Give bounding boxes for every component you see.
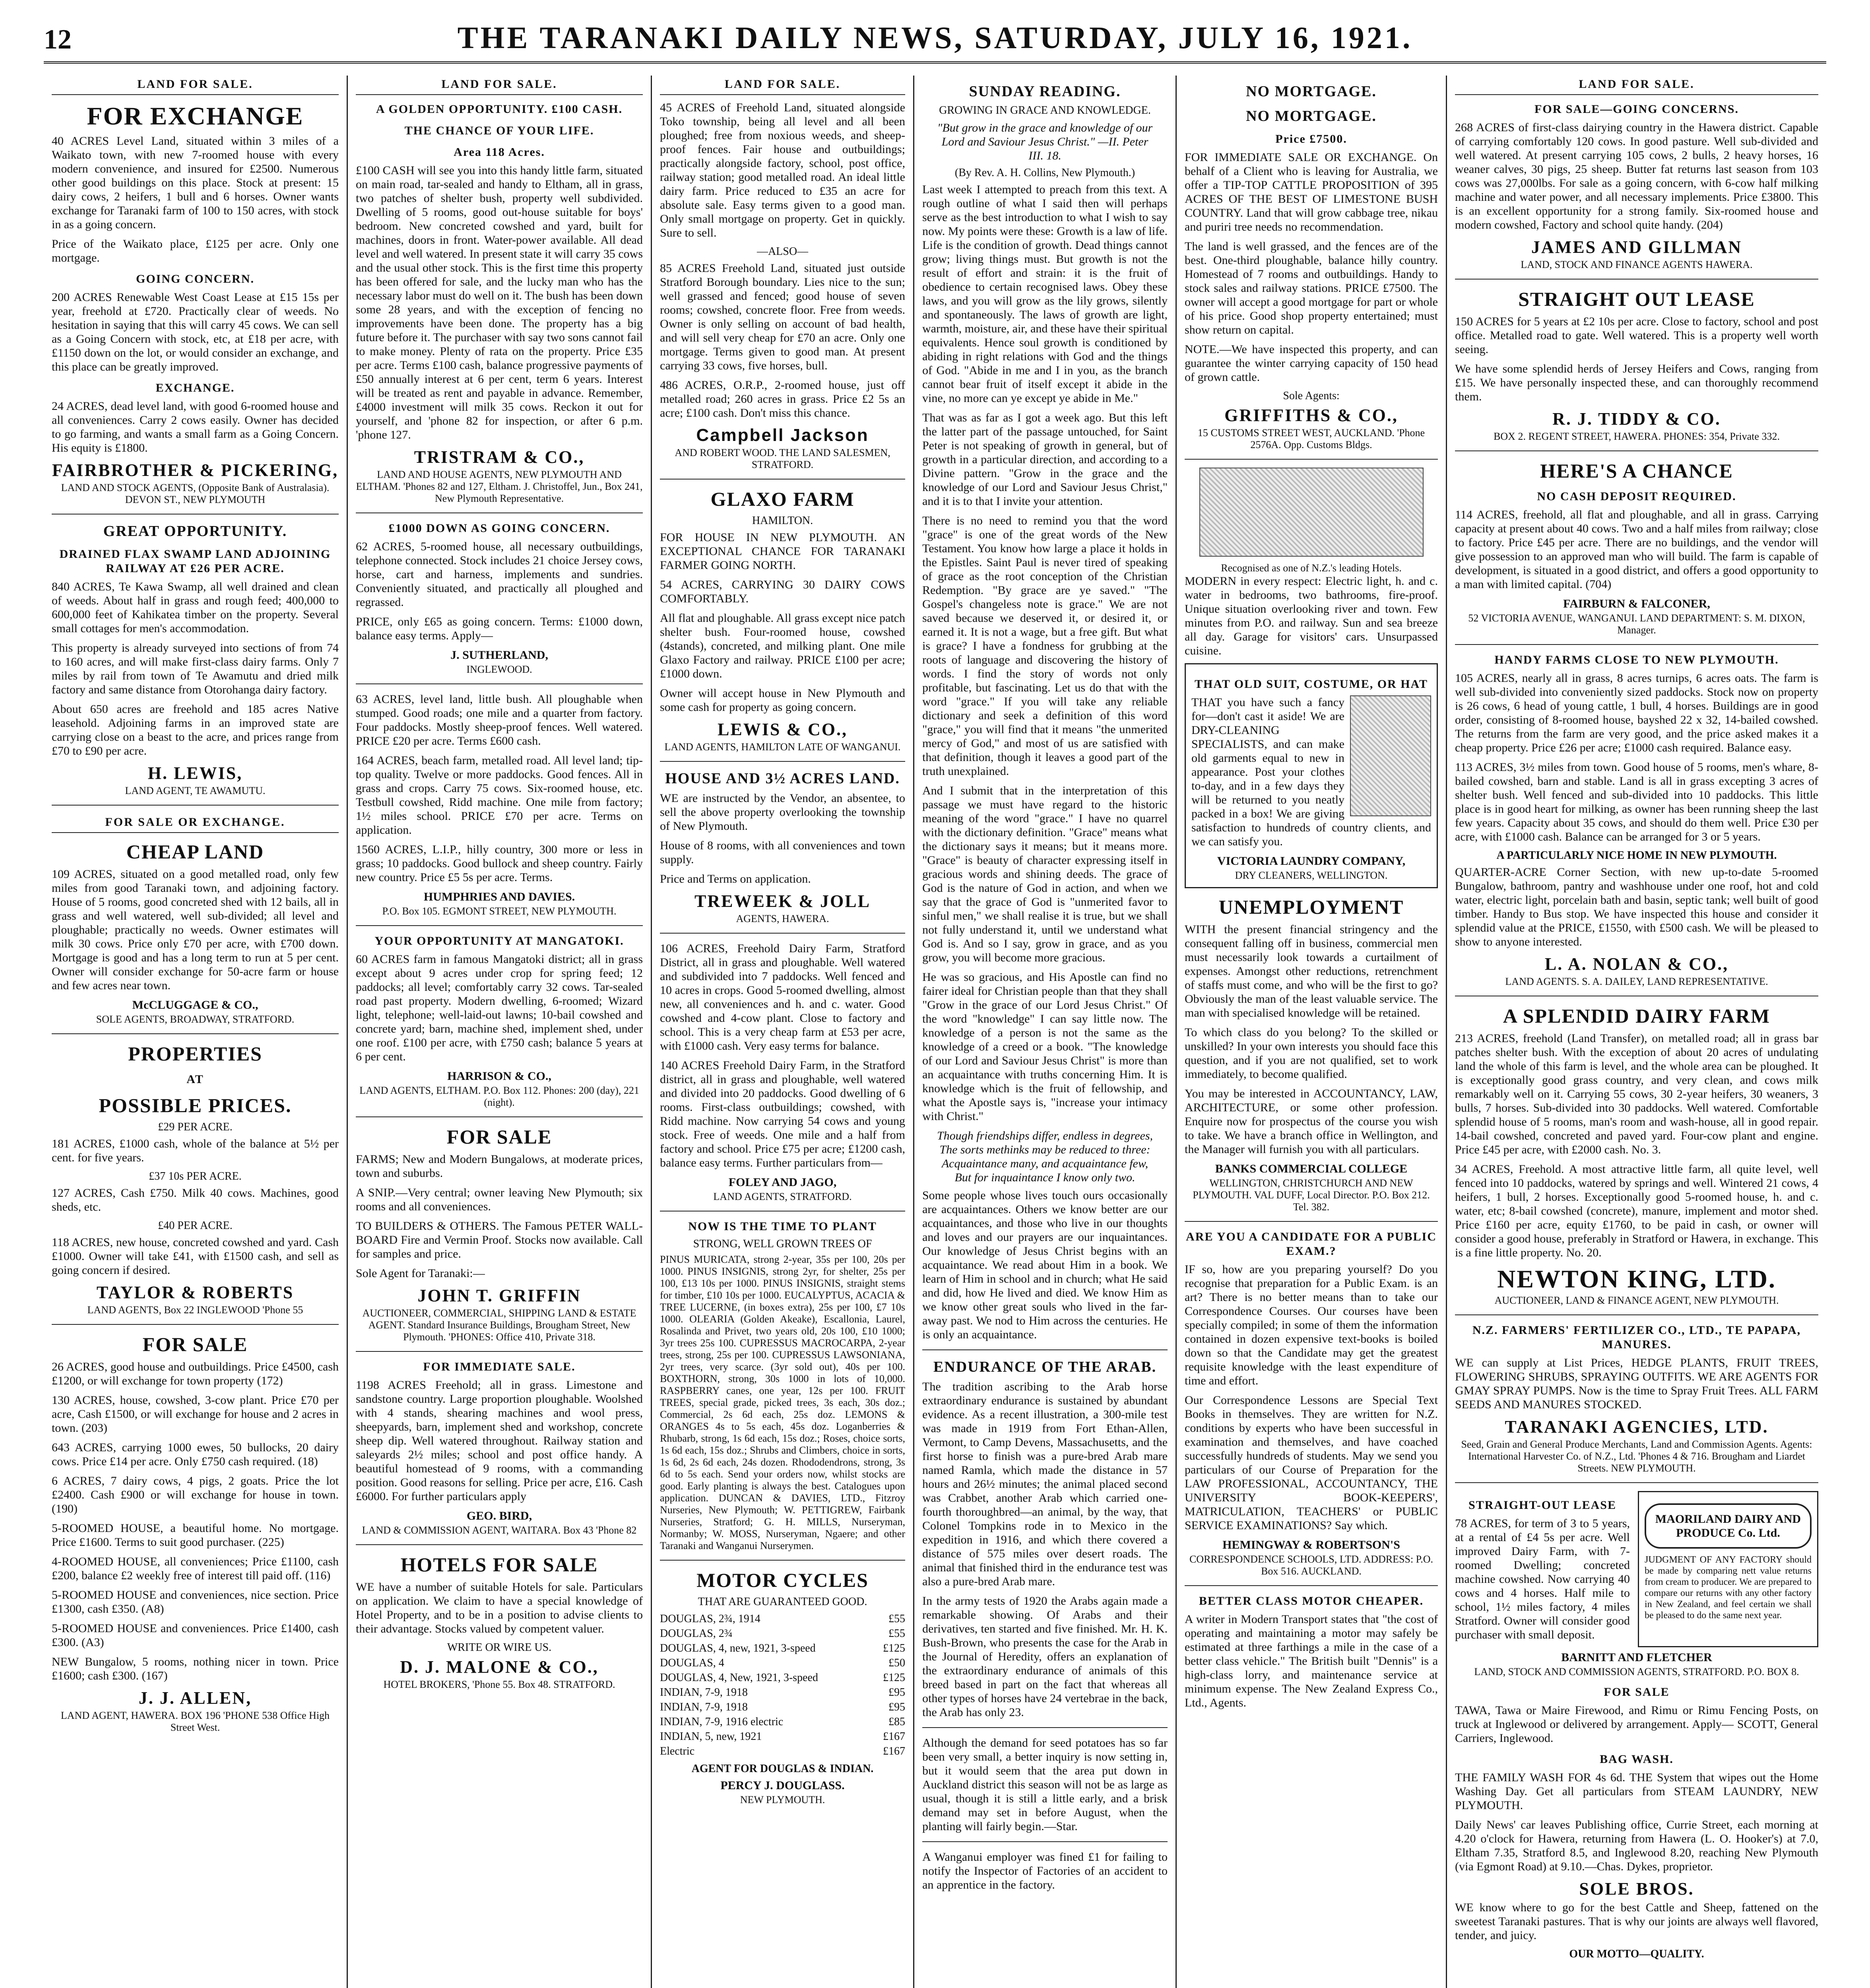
agent-name: FAIRBURN & FALCONER,	[1563, 597, 1710, 610]
article-heading: ENDURANCE OF THE ARAB.	[933, 1359, 1157, 1375]
hotel-caption: Recognised as one of N.Z.'s leading Hotels.	[1221, 562, 1402, 574]
price-cell: £85	[888, 1716, 905, 1728]
ad-heading: HOTELS FOR SALE	[400, 1553, 598, 1576]
price-cell: INDIAN, 7-9, 1918	[660, 1686, 748, 1699]
motorcycle-price-list	[660, 1611, 905, 1759]
article-text: There is no need to remind you that the word "grace" is one of the great words of the New Testament. You know how large a place it holds in the Epistles. Saint Paul is never tired of speaking of grace as the root conception of the Christian Redemption. "By grace are ye saved." "The Gospel's changeless note is grace." We are not saved because we deserved it, or desired it, or earned it. It is not a wage, but a free gift. But what is grace? I have a fondness for grubbing at the roots of language and discovering the history of words. I find the story of words not only profitable, but fascinating. Let us do that with the word "grace." If you will take any reliable dictionary and seek a definition of this word "grace," you will find that it means "the unmerited mercy of God," and most of us are satisfied with that definition, though it leaves a good part of the truth unexplained.	[922, 514, 1168, 778]
ad-text: 114 ACRES, freehold, all flat and ploughable, and all in grass. Carrying capacity at present about 40 cows. Two and a half miles from railway; close to factory. Price £45 per acre. There are no buildings, and the vendor will give possession to an approved man who will build. The farm is capable of development, is situated in a good district, and offers a good opportunity to a man with limited capital. (704)	[1455, 508, 1818, 591]
agent-details: LAND AGENTS, HAMILTON LATE OF WANGANUI.	[664, 741, 901, 753]
ad-text: 840 ACRES, Te Kawa Swamp, all well drained and clean of weeds. About half in grass and rough feed; 400,000 to 600,000 feet of Kahikatea timber on the property. Several small cottages for men's accommodation.	[52, 580, 339, 635]
ad-text: 140 ACRES Freehold Dairy Farm, in the Stratford district, all in grass and ploughable, well watered and divided into 20 paddocks. Good dwelling of 6 rooms. First-class outbuildings; cowshed, with Ridd machine. Now carrying 54 cows and young stock. Free of weeds. One mile and a half from factory and school. Price £75 per acre; £1200 cash, balance easy terms. Further particulars from—	[660, 1059, 905, 1169]
price-cell: £50	[888, 1657, 905, 1669]
price-row	[660, 1714, 905, 1729]
article-text: That was as far as I got a week ago. But this left the latter part of the passage untouched, for Saint Peter is not speaking of growth in general, but of growth in a particular direction, and according to a Divine pattern. "Grow in the grace and the knowledge of our Lord and Saviour Jesus Christ," and it is to that I invite your attention.	[922, 411, 1168, 508]
ad-subheading: AGENT FOR DOUGLAS & INDIAN.	[691, 1763, 874, 1775]
section-heading: LAND FOR SALE.	[1455, 76, 1818, 95]
price-cell: DOUGLAS, 4, New, 1921, 3-speed	[660, 1672, 818, 1684]
agent-name: BARNITT AND FLETCHER	[1561, 1651, 1712, 1664]
ad-text: WE can supply at List Prices, HEDGE PLANTS, FRUIT TREES, FLOWERING SHRUBS, SPRAYING OUTFITS. WE ARE AGENTS FOR GMAY SPRAY PUMPS. Now is the time to Spray Fruit Trees. ALL FARM SEEDS AND MANURES STOCKED.	[1455, 1356, 1818, 1411]
newspaper-title: THE TARANAKI DAILY NEWS, SATURDAY, JULY 16, 1921.	[457, 20, 1413, 55]
agent-name: D. J. MALONE & CO.,	[400, 1657, 599, 1677]
column-2	[348, 76, 652, 1988]
agent-details: 15 CUSTOMS STREET WEST, AUCKLAND. 'Phone 2576A. Opp. Customs Bldgs.	[1197, 427, 1425, 450]
agent-name: Campbell Jackson	[696, 425, 869, 445]
price-cell: Electric	[660, 1745, 695, 1757]
ad-text: FOR IMMEDIATE SALE OR EXCHANGE. On behalf of a Client who is leaving for Australia, we offer a TIP-TOP CATTLE PROPOSITION of 395 ACRES OF THE BEST OF LIMESTONE BUSH COUNTRY. Land that will grow cabbage tree, nikau and puriri tree needs no recommendation.	[1185, 151, 1438, 233]
ad-subheading: HAMILTON.	[752, 514, 813, 527]
ad-heading: NOW IS THE TIME TO PLANT	[688, 1220, 877, 1233]
article-byline: (By Rev. A. H. Collins, New Plymouth.)	[954, 167, 1135, 179]
price-heading: £40 PER ACRE.	[158, 1219, 233, 1232]
agent-name: TARANAKI AGENCIES, LTD.	[1505, 1417, 1769, 1437]
price-cell: £95	[888, 1701, 905, 1713]
agent-details: LAND AGENTS, STRATFORD.	[713, 1191, 852, 1202]
agent-name: H. LEWIS,	[147, 763, 243, 783]
price-row	[660, 1700, 905, 1714]
agent-details: LAND, STOCK AND COMMISSION AGENTS, STRATFORD. P.O. BOX 8.	[1474, 1666, 1799, 1677]
ad-heading: N.Z. FARMERS' FERTILIZER CO., LTD., TE PAPAPA, MANURES.	[1472, 1324, 1801, 1351]
price-cell: £95	[888, 1686, 905, 1699]
agent-name: TAYLOR & ROBERTS	[96, 1283, 294, 1302]
ad-text: 213 ACRES, freehold (Land Transfer), on metalled road; all in grass bar patches shelter bush. With the exception of about 20 acres of undulating land the whole of this farm is level, and the whole area can be ploughed. It is exceptionally good grass country, and very clean, and cows milk remarkably well on it. Carrying 55 cows, 30 2-year heifers, 30 weaners, 3 bulls, 7 horses. Sub-divided into 30 paddocks. Well watered. Comfortable splendid house of 5 rooms, man's room and wash-house, all in good repair. 14-bail cowshed, concreted and paved yard. Four-cow plant and engine. Price £45 per acre, with £2000 cash. No. 3.	[1455, 1032, 1818, 1156]
article-text: The tradition ascribing to the Arab horse extraordinary endurance is sustained by abundant evidence. As a recent illustration, a 300-mile test was made in 1919 from Fort Ethan-Allen, Vermont, to Camp Devens, Massachusetts, and the first horse to finish was a pure-bred Arab mare named Ramla, which made the distance in 57 hours and 26½ minutes; the animal placed second was Crabbet, another Arab which carried one-fourth thoroughbred—an animal, by the way, that Colonel Tompkins rode in to Mexico in the expedition in 1916, and which there covered a distance of 575 miles over desert roads. The animal that finished third in the endurance test was also a pure-bred Arab mare.	[922, 1380, 1168, 1588]
price-row	[660, 1641, 905, 1656]
ad-subheading: Price £7500.	[1275, 132, 1347, 146]
maoriland-dairy-ad	[1638, 1491, 1818, 1647]
article-verse: Though friendships differ, endless in degrees, The sorts methinks may be reduced to three: Acquaintance many, and acquaintance few, But for inquaintance I know only two.	[937, 1129, 1153, 1184]
divider	[52, 805, 339, 806]
price-cell: INDIAN, 5, new, 1921	[660, 1730, 762, 1743]
ad-text: 181 ACRES, £1000 cash, whole of the balance at 5½ per cent. for five years.	[52, 1137, 339, 1164]
divider	[52, 1033, 339, 1034]
ad-text: Sole Agent for Taranaki:—	[356, 1267, 485, 1280]
agent-details: LAND AGENT, TE AWAMUTU.	[125, 785, 266, 796]
ad-heading: HOUSE AND 3½ ACRES LAND.	[665, 770, 900, 787]
ad-heading: PROPERTIES	[128, 1043, 262, 1065]
ad-heading: STRAIGHT-OUT LEASE	[1468, 1499, 1616, 1512]
divider	[1185, 1221, 1438, 1222]
article-text: Although the demand for seed potatoes has so far been very small, a better inquiry is now setting in, but it would seem that the area put down in Auckland district this season will not be as large as usual, though it is still a little early, and a brisk demand may set in before August, when the planting will fairly begin.—Star.	[922, 1736, 1168, 1833]
ad-text: WITH the present financial stringency and the consequent falling off in business, commercial men must necessarily look towards a curtailment of expenses. Amongst other reductions, retrenchment of staffs must come, and who will be the first to go? Obviously the man of the least valuable service. The man with specialised knowledge will be retained.	[1185, 923, 1438, 1019]
ad-text: 34 ACRES, Freehold. A most attractive little farm, all quite level, well fenced into 10 paddocks, watered by springs and well. Wintered 21 cows, 4 heifers, 1 bull, 2 horses. Exceptionally good 5-roomed house, h. and c. water, etc; 8-bail cowshed (concrete), manure, implement and motor shed. Price £160 per acre, equity £1760, to be paid in cash, or owner will consider a good house, preferably in Stratford or Hawera, in exchange. This is a fine little property. No. 20.	[1455, 1163, 1818, 1259]
ad-subheading: —ALSO—	[757, 245, 809, 258]
agent-name: JAMES AND GILLMAN	[1531, 237, 1742, 257]
agent-name: GRIFFITHS & CO.,	[1224, 406, 1398, 425]
agent-details: Seed, Grain and General Produce Merchants, Land and Commission Agents. Agents: International Harvester Co. of N.Z., Ltd. 'Phones 4 & 716. Brougham and Liardet Streets. NEW PLYMOUTH.	[1461, 1439, 1812, 1474]
ad-subheading: NO CASH DEPOSIT REQUIRED.	[1537, 490, 1736, 503]
article-text: In the army tests of 1920 the Arabs again made a remarkable showing. Of Arabs and their derivatives, ten started and five finished. Mr. H. K. Bush-Brown, who presents the case for the Arab in the Journal of Heredity, offers an explanation of the extraordinary endurance of animals of this breed based in part on the fact that whereas all other types of horses have 24 vertebrae in the back, the Arab has only 23.	[922, 1594, 1168, 1719]
ad-text: 109 ACRES, situated on a good metalled road, only few miles from good Taranaki town, and adjoining factory. House of 5 rooms, good concreted shed with 12 bails, all in grass and well watered, well sub-divided; all level and ploughable; practically no weeds. Owner estimates will milk 30 cows. Price only £70 per acre, with £700 down. Mortgage is good and has a long term to run at 5 per cent. Owner will consider exchange for 50-acre farm or house and few acres near town.	[52, 868, 339, 992]
ad-subheading: EXCHANGE.	[155, 381, 235, 394]
ad-subheading: A PARTICULARLY NICE HOME IN NEW PLYMOUTH.	[1496, 849, 1777, 862]
ad-heading: FOR SALE	[142, 1333, 248, 1355]
ad-text: 26 ACRES, good house and outbuildings. Price £4500, cash £1200, or will exchange for town property (172)	[52, 1360, 339, 1387]
ad-text: 24 ACRES, dead level land, with good 6-roomed house and all conveniences. Carry 2 cows easily. Owner has decided to go farming, and wants a small farm as a Going Concern. His equity is £1800.	[52, 400, 339, 454]
price-cell: DOUGLAS, 4, new, 1921, 3-speed	[660, 1642, 816, 1654]
agent-details: HOTEL BROKERS, 'Phone 55. Box 48. STRATFORD.	[383, 1679, 615, 1690]
ad-text: About 650 acres are freehold and 185 acres Native leasehold. Adjoining farms in an improved state are carrying close on a beast to the acre, and prices range from £70 to £90 per acre.	[52, 703, 339, 757]
price-row	[660, 1626, 905, 1641]
ad-text: 6 ACRES, 7 dairy cows, 4 pigs, 2 goats. Price the lot £2400. Cash £900 or will exchange for house in town. (190)	[52, 1474, 339, 1515]
ad-text: To which class do you belong? To the skilled or unskilled? In your own interests you should face this question, and if you are not qualified, set to work immediately, to become qualified.	[1185, 1026, 1438, 1081]
ad-text: 105 ACRES, nearly all in grass, 8 acres turnips, 6 acres oats. The farm is well sub-divided into conveniently sized paddocks. Stock now on property is 26 cows, 6 head of young cattle, 1 bull, 4 horses. Buildings are in good order, consisting of 8-roomed house, bayshed 22 x 32, 14-bailed cowshed. The returns from the farm are very good, and the price asked makes it a cheap property. Price £26 per acre; £1000 cash required. Balance easy.	[1455, 672, 1818, 754]
price-row	[660, 1685, 905, 1700]
agent-details: WELLINGTON, CHRISTCHURCH AND NEW PLYMOUTH. VAL DUFF, Local Director. P.O. Box 212. Tel. 382.	[1193, 1177, 1430, 1213]
price-cell: £125	[883, 1672, 905, 1684]
section-heading: LAND FOR SALE.	[52, 76, 339, 95]
article-text: Last week I attempted to preach from this text. A rough outline of what I said then will perhaps serve as the best introduction to what I wish to say now. My points were these: Growth is a law of life. Life is the condition of growth. Dead things cannot grow; living things must. But growth is not the result of effort and strain: it is the fruit of obedience to certain recognised laws. Obey these laws, and you will grow as the lily grows, silently and spontaneously. The laws of growth are light, warmth, moisture, air, and these have their spiritual equivalents. Hence soul growth is conditioned by abiding in right relations with God and the things of God. "Abide in me and I in you, as the branch cannot bear fruit of itself except it abide in the vine, no more can ye except ye abide in Me."	[922, 183, 1168, 405]
ad-subheading: STRONG, WELL GROWN TREES OF	[693, 1238, 872, 1250]
agent-name: L. A. NOLAN & CO.,	[1544, 954, 1729, 974]
ad-heading: FOR EXCHANGE	[87, 102, 304, 130]
ad-subheading: WRITE OR WIRE US.	[447, 1641, 552, 1654]
ad-text: Price of the Waikato place, £125 per acre. Only one mortgage.	[52, 237, 339, 264]
ad-heading: GLAXO FARM	[710, 488, 855, 510]
price-cell: DOUGLAS, 4	[660, 1657, 724, 1669]
ad-text: 85 ACRES Freehold Land, situated just outside Stratford Borough boundary. Lies nice to the sun; well grassed and fenced; good house of seven rooms; cowshed, concrete floor. Free from weeds. Owner is only selling on account of bad health, and will sell very cheap for £70 an acre. Only one mortgage. Terms given to good man. At present carrying 33 cows, five horses, bull.	[660, 262, 905, 372]
agent-details: 52 VICTORIA AVENUE, WANGANUI. LAND DEPARTMENT: S. M. DIXON, Manager.	[1468, 612, 1805, 636]
ad-text: You may be interested in ACCOUNTANCY, LAW, ARCHITECTURE, or some other profession. Enquire now for prospectus of the course you wish to take. We have a branch office in Wellington, and the Manager will furnish you with all particulars.	[1185, 1087, 1438, 1156]
agent-name: HARRISON & CO.,	[447, 1070, 551, 1083]
agent-details: LAND AND STOCK AGENTS, (Opposite Bank of Australasia). DEVON ST., NEW PLYMOUTH	[61, 482, 330, 505]
ad-text: 4-ROOMED HOUSE, all conveniences; Price £1100, cash £200, balance £2 weekly free of interest till paid off. (116)	[52, 1555, 339, 1582]
column-6	[1447, 76, 1826, 1988]
ad-text: 164 ACRES, beach farm, metalled road. All level land; tip-top quality. Twelve or more paddocks. Good fences. All in grass and crops. Carry 75 cows. Six-roomed house, etc. Testbull cowshed, Ridd machine. One mile from factory; 1½ miles school. PRICE £70 per acre. Terms on application.	[356, 754, 643, 837]
ad-text: JUDGMENT OF ANY FACTORY should be made by comparing nett value returns from cream to producer. We are prepared to compare our returns with any other factory in New Zealand, and feel certain we shall be pleased to do the same next year.	[1645, 1555, 1812, 1621]
agent-name: PERCY J. DOUGLASS.	[720, 1779, 845, 1792]
ad-heading: NO MORTGAGE.	[1246, 83, 1377, 100]
ad-text: TO BUILDERS & OTHERS. The Famous PETER WALL-BOARD Fire and Vermin Proof. Stocks now available. Call for samples and price.	[356, 1219, 643, 1260]
ad-text: A SNIP.—Very central; owner leaving New Plymouth; six rooms and all conveniences.	[356, 1186, 643, 1213]
ad-heading: FOR IMMEDIATE SALE.	[423, 1360, 576, 1373]
agent-details: P.O. Box 105. EGMONT STREET, NEW PLYMOUTH.	[382, 905, 617, 917]
agent-details: LAND, STOCK AND FINANCE AGENTS HAWERA.	[1521, 259, 1753, 270]
ad-text: QUARTER-ACRE Corner Section, with new up-to-date 5-roomed Bungalow, bathroom, pantry and washhouse under one roof, hot and cold water, electric light, porcelain bath and basin, septic tank; well built of good timber. Handy to Bus stop. We have inspected this house and consider it splendid value at the PRICE, £1550, with £500 cash. We will be pleased to show to anyone interested.	[1455, 866, 1818, 948]
ad-heading: NO MORTGAGE.	[1246, 108, 1377, 124]
agent-name: FOLEY AND JAGO,	[728, 1176, 837, 1189]
price-row	[660, 1729, 905, 1744]
price-cell: DOUGLAS, 2¾, 1914	[660, 1613, 760, 1625]
agent-details: LAND AGENTS, ELTHAM. P.O. Box 112. Phones: 200 (day), 221 (night).	[359, 1085, 639, 1108]
divider	[922, 1841, 1168, 1842]
ad-heading: A GOLDEN OPPORTUNITY. £100 CASH.	[376, 103, 623, 116]
agent-details: NEW PLYMOUTH.	[740, 1794, 825, 1806]
price-heading: £37 10s PER ACRE.	[149, 1170, 242, 1182]
price-heading: £29 PER ACRE.	[158, 1121, 233, 1133]
agent-details: DRY CLEANERS, WELLINGTON.	[1235, 870, 1388, 881]
ad-text: This property is already surveyed into sections of from 74 to 160 acres, and will make first-class dairy farms. Only 7 miles by rail from town of Te Awamutu and dried milk factory and same distance from Otorohanga dairy factory.	[52, 641, 339, 696]
ad-text: 486 ACRES, O.R.P., 2-roomed house, just off metalled road; 260 acres in grass. Price £2 5s an acre; £100 cash. Don't miss this chance.	[660, 379, 905, 419]
ad-text: FOR HOUSE IN NEW PLYMOUTH. AN EXCEPTIONAL CHANCE FOR TARANAKI FARMER GOING NORTH.	[660, 531, 905, 572]
lease-ad	[1455, 1491, 1630, 1647]
ad-text: All flat and ploughable. All grass except nice patch shelter bush. Four-roomed house, cowshed (4stands), concreted, and milking plant. One mile Glaxo Factory and railway. PRICE £100 per acre; £1000 down.	[660, 612, 905, 680]
ad-text: 268 ACRES of first-class dairying country in the Hawera district. Capable of carrying comfortably 120 cows. In good pasture. Well sub-divided and well watered. At present carrying 105 cows, 2 bulls, 2 heavy horses, 16 weaner calves, 30 pigs, 25 sheep. Butter fat returns last season from 103 cows was 27,000lbs. For sale as a going concern, with 6-cow half milking machine and water power, and all necessary implements. Price £3800. This is an excellent opportunity for a strong family. Six-roomed house and modern cowshed, Factory and school quite handy. (204)	[1455, 121, 1818, 231]
ad-text: 200 ACRES Renewable West Coast Lease at £15 15s per year, freehold at £720. Practically clear of weeds. No hesitation in saying that this will carry 45 cows. We can sell as a Going Concern with stock, etc, at £18 per acre, with £1150 down on the lot, or would consider an exchange, and this place can be greatly improved.	[52, 291, 339, 373]
ad-heading: POSSIBLE PRICES.	[99, 1094, 292, 1116]
divider	[356, 1544, 643, 1545]
agent-name: NEWTON KING, LTD.	[1497, 1265, 1776, 1293]
price-row	[660, 1656, 905, 1670]
price-cell: £167	[883, 1730, 905, 1743]
ad-heading: FOR SALE	[1604, 1685, 1670, 1699]
ad-text: 150 ACRES for 5 years at £2 10s per acre. Close to factory, school and post office. Metalled road to gate. Well watered. This is a property well worth seeing.	[1455, 315, 1818, 356]
ad-text: 643 ACRES, carrying 1000 ewes, 50 bullocks, 20 dairy cows. Price £14 per acre. Only £750 cash required. (18)	[52, 1441, 339, 1468]
ad-text: WE are instructed by the Vendor, an absentee, to sell the above property overlooking the township of New Plymouth.	[660, 792, 905, 833]
ad-text: 62 ACRES, 5-roomed house, all necessary outbuildings, telephone connected. Stock includes 21 choice Jersey cows, horse, cart and harness, implements and sundries. Conveniently situated, and practically all ploughed and regrassed.	[356, 540, 643, 609]
agent-details: BOX 2. REGENT STREET, HAWERA. PHONES: 354, Private 332.	[1494, 431, 1780, 442]
ad-heading: FOR SALE—GOING CONCERNS.	[1534, 103, 1739, 116]
article-text: Some people whose lives touch ours occasionally are acquaintances. Others we know better are our acquaintances, and those who live in our thoughts and loves and our prayers are our inquaintances. Our knowledge of Jesus Christ begins with an acquaintance. We read about Him in a book. We learn of Him in school and in church; what He said and did, how He lived and died. We know Him as we know other great souls who lived in the far-away past. We nod to Him across the centuries. He is only an acquaintance.	[922, 1189, 1168, 1341]
ad-heading: GREAT OPPORTUNITY.	[103, 523, 287, 540]
ad-text: THE FAMILY WASH FOR 4s 6d. THE System that wipes out the Home Washing Day. Get all particulars from STEAM LAUNDRY, NEW PLYMOUTH.	[1455, 1771, 1818, 1812]
ad-text: 78 ACRES, for term of 3 to 5 years, at a rental of £4 5s per acre. Well improved Dairy Farm, with 7-roomed Dwelling; concreted machine cowshed. Now carrying 40 cows and 4 horses. Half mile to school, 1½ miles factory, 4 miles Stratford. Owner will consider good purchaser with small deposit.	[1455, 1517, 1630, 1641]
ad-text: NOTE.—We have inspected this property, and can guarantee the winter carrying capacity of 150 head of grown cattle.	[1185, 343, 1438, 384]
ad-heading: A SPLENDID DAIRY FARM	[1503, 1005, 1771, 1027]
column-1	[44, 76, 348, 1988]
ad-text: TAWA, Tawa or Maire Firewood, and Rimu or Rimu Fencing Posts, on truck at Inglewood or delivered by arrangement. Apply— SCOTT, General Carriers, Inglewood.	[1455, 1704, 1818, 1745]
divider	[1185, 1585, 1438, 1586]
agent-details: CORRESPONDENCE SCHOOLS, LTD. ADDRESS: P.O. Box 516. AUCKLAND.	[1189, 1553, 1434, 1577]
ad-text: Price and Terms on application.	[660, 872, 811, 885]
ad-text: THAT you have such a fancy for—don't cast it aside! We are DRY-CLEANING SPECIALISTS, and can make old garments equal to new in appearance. Post your clothes to-day, and in a few days they will be returned to you neatly packed in a box! We are giving satisfaction to hundreds of country clients, and we can satisfy you.	[1191, 696, 1431, 848]
lease-and-dairy-row	[1455, 1491, 1818, 1647]
divider	[356, 1351, 643, 1352]
ad-text: 45 ACRES of Freehold Land, situated alongside Toko township, being all level and all been ploughed; free from noxious weeds, and sheep-proof fences. Fair house and outbuildings; practically alongside factory, school, post office, railway station; good metalled road. An ideal little dairy farm. Price reduced to £35 an acre for absolute sale. Easy terms given to a good man. Only small mortgage on property. Get in quickly. Sure to sell.	[660, 101, 905, 239]
divider	[922, 1727, 1168, 1728]
column-3	[652, 76, 914, 1988]
article-text: A Wanganui employer was fined £1 for failing to notify the Inspector of Factories of an accident to an apprentice in the factory.	[922, 1850, 1168, 1891]
ad-heading: BAG WASH.	[1600, 1753, 1674, 1766]
ad-subheading: THE CHANCE OF YOUR LIFE.	[404, 124, 594, 137]
ad-text: A writer in Modern Transport states that "the cost of operating and maintaining a motor may safely be estimated at three farthings a mile in the case of a better class vehicle." The British built "Dennis" is a high-class lorry, and maintenance service at minimum expense. The New Zealand Express Co., Ltd., Agents.	[1185, 1613, 1438, 1709]
ad-heading: YOUR OPPORTUNITY AT MANGATOKI.	[374, 934, 624, 947]
ad-text: NEW Bungalow, 5 rooms, nothing nicer in town. Price £1600; cash £300. (167)	[52, 1655, 339, 1682]
price-cell: £125	[883, 1642, 905, 1654]
ad-text: 118 ACRES, new house, concreted cowshed and yard. Cash £1000. Owner will take £41, with £1500 cash, and sell as going concern if desired.	[52, 1236, 339, 1277]
ad-text: House of 8 rooms, with all conveniences and town supply.	[660, 839, 905, 866]
ad-heading: CHEAP LAND	[126, 841, 264, 863]
agent-name: HEMINGWAY & ROBERTSON'S	[1222, 1538, 1400, 1551]
agent-name: BANKS COMMERCIAL COLLEGE	[1215, 1162, 1408, 1175]
article-text: He was so gracious, and His Apostle can find no fairer ideal for Christian people than that they shall "Grow in the grace of our Lord Jesus Christ." Of the word "knowledge" I can say little now. The knowledge of a person is not the same as the knowledge of a creed or a book. "The knowledge of our Lord and Saviour Jesus Christ" is more than an acquaintance with truths concerning Him. It is knowledge which is the fruit of fellowship, and what the Apostle says is, "increase your intimacy with Christ."	[922, 971, 1168, 1123]
ad-subheading: GOING CONCERN.	[136, 272, 254, 285]
ad-subheading: DRAINED FLAX SWAMP LAND ADJOINING RAILWAY AT £26 PER ACRE.	[59, 547, 331, 575]
price-cell: £55	[888, 1613, 905, 1625]
page-number: 12	[44, 24, 72, 55]
divider	[356, 925, 643, 926]
ad-text: Owner will accept house in New Plymouth and some cash for property as going concern.	[660, 687, 905, 714]
agent-details: AUCTIONEER, COMMERCIAL, SHIPPING LAND & ESTATE AGENT. Standard Insurance Buildings, Brougham Street, New Plymouth. 'PHONES: Office 410, Private 318.	[362, 1307, 636, 1343]
price-cell: INDIAN, 7-9, 1918	[660, 1701, 748, 1713]
laundry-ad	[1185, 663, 1438, 888]
ad-text: 5-ROOMED HOUSE and conveniences. Price £1400, cash £300. (A3)	[52, 1622, 339, 1649]
divider	[922, 1349, 1168, 1350]
ad-text: We have some splendid herds of Jersey Heifers and Cows, ranging from £15. We have personally inspected these, and can thoroughly recommend them.	[1455, 362, 1818, 403]
man-in-suit-illustration	[1350, 695, 1431, 816]
ad-text: MODERN in every respect: Electric light, h. and c. water in bedrooms, two bathrooms, fire-proof. Unique situation overlooking river and town. Few minutes from P.O. and railway. Sun and sea breeze all day. Garage for visitors' cars. Unsurpassed cuisine.	[1185, 575, 1438, 657]
masthead-rule	[44, 61, 1826, 64]
agent-name: R. J. TIDDY & CO.	[1552, 409, 1721, 429]
agent-details: SOLE AGENTS, BROADWAY, STRATFORD.	[96, 1013, 295, 1025]
divider	[1455, 279, 1818, 280]
ad-subheading: AT	[186, 1073, 204, 1086]
section-heading: FOR SALE OR EXCHANGE.	[52, 813, 339, 833]
price-cell: INDIAN, 7-9, 1916 electric	[660, 1716, 784, 1728]
divider	[1455, 450, 1818, 451]
divider	[1455, 644, 1818, 645]
divider	[660, 933, 905, 934]
ad-text: PINUS MURICATA, strong 2-year, 35s per 100, 20s per 1000. PINUS INSIGNIS, strong 2yr, for shelter, 25s per 100, £13 10s per 1000. PINUS INSIGNIS, straight stems for timber, £10 10s per 1000. EUCALYPTUS, ACACIA & TREE LUCERNE, (in boxes extra), 25s per 100, £7 10s 1000. OLEARIA (Golden Akeake), Escallonia, Laurel, Rosalinda and Privet, two years old, 20s 100, £10 1000; 3yr trees 25s 100. CUPRESSUS MACROCARPA, 2-year trees, strong, 25s per 100. CUPRESSUS LAWSONIANA, 2yr trees, very scarce. (3yr sold out), 40s per 100. BOXTHORN, strong, 30s 1000 in lots of 10,000. RASPBERRY canes, one year, 12s per 100. FRUIT TREES, special grade, picked trees, 3s each, 30s doz.; Commercial, 2s 6d each, 25s doz. LEMONS & ORANGES 4s to 5s each, 45s doz. Loganberries & Rhubarb, strong, 1s 6d each, 15s doz.; Roses, choice sorts, 1s 6d each, 15s doz.; Shrubs and Climbers, choice in sorts, 1s 6d, 2s 6d each, 24s dozen. Rhododendrons, strong, 3s 6d to 5s each. Send your orders now, whilst stocks are good. Early planting is always the best. Catalogues upon application. DUNCAN & DAVIES, LTD., Fitzroy Nurseries, New Plymouth; W. PETTIGREW, Fairbank Nurseries, Stratford; G. H. MILLS, Nurseryman, Normanby; W. MOSS, Nurseryman, Ngaere; and other Taranaki and Wanganui Nurserymen.	[660, 1254, 905, 1551]
divider	[356, 1116, 643, 1117]
ad-text: Daily News' car leaves Publishing office, Currie Street, each morning at 4.20 o'clock for Hawera, returning from Hawera (L. O. Hooker's) at 7.0, Eltham 7.35, Stratford 8.5, and Inglewood 8.20, reaching New Plymouth (via Egmont Road) at 9.10.—Chas. Dykes, proprietor.	[1455, 1818, 1818, 1873]
ad-text: 127 ACRES, Cash £750. Milk 40 cows. Machines, good sheds, etc.	[52, 1186, 339, 1213]
divider	[660, 479, 905, 480]
agent-details: AUCTIONEER, LAND & FINANCE AGENT, NEW PLYMOUTH.	[1494, 1295, 1779, 1306]
ad-heading: HANDY FARMS CLOSE TO NEW PLYMOUTH.	[1494, 653, 1779, 666]
price-cell: £167	[883, 1745, 905, 1757]
ad-text: 63 ACRES, level land, little bush. All ploughable when stumped. Good roads; one mile and a quarter from factory. Four paddocks. Mostly sheep-proof fences. Well watered. PRICE £20 per acre. Terms £600 cash.	[356, 693, 643, 747]
divider	[356, 683, 643, 684]
agent-name: McCLUGGAGE & CO.,	[132, 998, 258, 1011]
agent-name: TRISTRAM & CO.,	[414, 447, 585, 467]
ad-text: 1198 ACRES Freehold; all in grass. Limestone and sandstone country. Large proportion ploughable. Woolshed with 4 stands, shearing machines and wool press, sheepyards, barn, implement shed and workshop, concrete sheep dip. Well watered throughout. Railway station and saleyards 2½ miles; school and post office handy. A beautiful homestead of 9 rooms, with a commanding position. Good reasons for selling. Price per acre, £16. Cash £6000. For further particulars apply	[356, 1378, 643, 1503]
ad-text: 113 ACRES, 3½ miles from town. Good house of 5 rooms, men's whare, 8-bailed cowshed, barn and stable. Land is all in grass excepting 3 acres of shelter bush. Well fenced and sub-divided into 10 paddocks. This little place is in good heart for milking, as owner has been running sheep the last few years. Capacity about 35 cows, and should do them well. Price £30 per acre, with £1000 cash. Balance can be arranged for 3 or 5 years.	[1455, 761, 1818, 843]
divider	[660, 761, 905, 762]
maoriland-logo: MAORILAND DAIRY AND PRODUCE Co. Ltd.	[1645, 1503, 1812, 1549]
column-4	[914, 76, 1177, 1988]
agent-details: LAND AGENTS, Box 22 INGLEWOOD 'Phone 55	[87, 1304, 303, 1316]
ad-text: 130 ACRES, house, cowshed, 3-cow plant. Price £70 per acre, Cash £1500, or will exchange for house and 2 acres in town. (203)	[52, 1394, 339, 1435]
agent-name: FAIRBROTHER & PICKERING,	[52, 460, 339, 480]
ad-text: 54 ACRES, CARRYING 30 DAIRY COWS COMFORTABLY.	[660, 578, 905, 605]
ad-subheading: Sole Agents:	[1283, 390, 1340, 402]
article-quote: "But grow in the grace and knowledge of our Lord and Saviour Jesus Christ." —II. Peter III. 18.	[937, 121, 1153, 162]
divider	[52, 1324, 339, 1325]
agent-name: VICTORIA LAUNDRY COMPANY,	[1217, 854, 1406, 868]
price-row	[660, 1611, 905, 1626]
ad-text: FARMS; New and Modern Bungalows, at moderate prices, town and suburbs.	[356, 1153, 643, 1180]
agent-name: J. J. ALLEN,	[138, 1688, 252, 1708]
agent-name: JOHN T. GRIFFIN	[417, 1286, 581, 1305]
price-cell: £55	[888, 1627, 905, 1640]
ad-text: IF so, how are you preparing yourself? Do you recognise that preparation for a Public Exam. is an art? There is no better means than to take our Correspondence Courses. Our courses have been specially compiled; in some of them the information contained in dozen expensive text-books is boiled down so that the Candidate may get the greatest requisite knowledge with the least expenditure of time and effort.	[1185, 1263, 1438, 1387]
ad-text: 106 ACRES, Freehold Dairy Farm, Stratford District, all in grass and ploughable. Well watered and subdivided into 7 paddocks. Well fenced and 10 acres in crops. Good 5-roomed dwelling, almost new, all conveniences and h. and c. water. Good cowshed and 4-cow plant. Close to factory and school. This is a very cheap farm at £53 per acre, with £1000 cash. Very easy terms for balance.	[660, 942, 905, 1052]
price-cell: DOUGLAS, 2¾	[660, 1627, 733, 1640]
ad-heading: ARE YOU A CANDIDATE FOR A PUBLIC EXAM.?	[1186, 1230, 1437, 1258]
ad-text: 5-ROOMED HOUSE, a beautiful home. No mortgage. Price £1600. Terms to suit good purchaser. (225)	[52, 1522, 339, 1549]
divider	[1455, 1482, 1818, 1483]
article-subheading: GROWING IN GRACE AND KNOWLEDGE.	[939, 104, 1151, 116]
agent-name: SOLE BROS.	[1579, 1879, 1694, 1899]
ad-text: 40 ACRES Level Land, situated within 3 miles of a Waikato town, with new 7-roomed house with every modern convenience, and insured for £2500. Numerous other good buildings on this place. Stock at present: 15 dairy cows, 2 heifers, 1 bull and 6 horses. Owner wants exchange for Taranaki farm of 100 to 150 acres, with stock in as a going concern.	[52, 134, 339, 231]
ad-text: 1560 ACRES, L.I.P., hilly country, 300 more or less in grass; 10 paddocks. Good bullock and sheep country. Fairly new country. Price £5 5s per acre. Terms.	[356, 843, 643, 884]
ad-heading: UNEMPLOYMENT	[1218, 896, 1404, 918]
ad-text: 5-ROOMED HOUSE and conveniences, nice section. Price £1300, cash £350. (A8)	[52, 1588, 339, 1615]
agent-details: LAND AGENTS. S. A. DAILEY, LAND REPRESENTATIVE.	[1505, 976, 1768, 987]
agent-name: J. SUTHERLAND,	[450, 648, 548, 662]
agent-details: INGLEWOOD.	[466, 664, 532, 675]
ad-heading: STRAIGHT OUT LEASE	[1518, 288, 1755, 310]
agent-details: LAND AND HOUSE AGENTS, NEW PLYMOUTH AND ELTHAM. 'Phones 82 and 127, Eltham. J. Christoffel, Jun., Box 241, New Plymouth Representative.	[356, 469, 643, 504]
ad-heading: FOR SALE	[446, 1126, 552, 1148]
ad-heading: THAT OLD SUIT, COSTUME, OR HAT	[1194, 678, 1428, 691]
section-heading: LAND FOR SALE.	[660, 76, 905, 95]
column-5	[1177, 76, 1447, 1988]
agent-details: LAND & COMMISSION AGENT, WAITARA. Box 43 'Phone 82	[362, 1524, 637, 1536]
agent-name: TREWEEK & JOLL	[694, 891, 871, 911]
ad-text: PRICE, only £65 as going concern. Terms: £1000 down, balance easy terms. Apply—	[356, 615, 643, 642]
agent-name: LEWIS & CO.,	[718, 720, 848, 739]
ad-subheading: THAT ARE GUARANTEED GOOD.	[698, 1596, 867, 1608]
ad-text: 60 ACRES farm in famous Mangatoki district; all in grass except about 9 acres under crop for spring feed; 12 paddocks; all level; comfortably carry 32 cows. Tar-sealed road past property. Modern dwelling, 6-roomed; Wizard light, telephone; well-laid-out lawns; 10-bail cowshed and concrete yard; barn, machine shed, implement shed, under one roof. £100 per acre, with £750 cash; balance 5 years at 6 per cent.	[356, 953, 643, 1063]
article-text: And I submit that in the interpretation of this passage we must have regard to the historic meaning of the word "grace." I have no quarrel with the dictionary definition. "Grace" means what the dictionary says it means; but it means more. "Grace" is beauty of character expressing itself in gracious words and shining deeds. The grace of God is the nature of God in action, and when we say that the grace of God is "unmerited favor to sinful men," we shall realise it is true, but we shall not fully understand it, until we understand what God is. And so I say, grow in grace, and as you grow, you will become more gracious.	[922, 784, 1168, 964]
ad-text: WE have a number of suitable Hotels for sale. Particulars on application. We claim to have a special knowledge of Hotel Property, and to be in a position to advise clients to their advantage. Stocks valued by competent valuer.	[356, 1580, 643, 1635]
masthead	[44, 16, 1826, 64]
ad-heading: HERE'S A CHANCE	[1540, 460, 1733, 482]
price-row	[660, 1744, 905, 1759]
agent-details: LAND AGENT, HAWERA. BOX 196 'PHONE 538 Office High Street West.	[60, 1710, 330, 1733]
ad-heading: MOTOR CYCLES	[696, 1569, 869, 1591]
divider	[1185, 459, 1438, 460]
article-heading: SUNDAY READING.	[969, 83, 1121, 100]
ad-text: The land is well grassed, and the fences are of the best. One-third ploughable, balance hilly country. Homestead of 7 rooms and outbuildings. Handy to stock sales and railway stations. PRICE £7500. The owner will accept a good mortgage for part or whole of his price. Good shop property entertained; must show return on capital.	[1185, 240, 1438, 336]
divider	[1455, 1314, 1818, 1315]
hotel-illustration	[1199, 468, 1424, 557]
ad-heading: BETTER CLASS MOTOR CHEAPER.	[1199, 1594, 1424, 1607]
agent-name: HUMPHRIES AND DAVIES.	[423, 890, 575, 903]
agent-details: AGENTS, HAWERA.	[736, 913, 829, 924]
ad-subheading: Area 118 Acres.	[454, 146, 545, 159]
ad-text: WE know where to go for the best Cattle and Sheep, fattened on the sweetest Taranaki pastures. That is why our joints are always well flavored, tender, and juicy.	[1455, 1901, 1818, 1942]
section-heading: LAND FOR SALE.	[356, 76, 643, 95]
ad-text: £100 CASH will see you into this handy little farm, situated on main road, tar-sealed and handy to Eltham, all in grass, two patches of shelter bush, property well subdivided. Dwelling of 5 rooms, good out-house suitable for boys' bedroom. New concreted cowshed and yard, built for machines, doors in front. Water-power available. All dead level and well watered. In present state it will carry 35 cows and the usual other stock. This is the first time this property has been offered for sale, and the lucky man who has the necessary labor must do well on it. The bush has been down some 28 years, and with the exception of fencing no improvements have been done. The property has a big future before it. The purchaser with say two sons cannot fail to make money. Plenty of rata on the property. Price £35 per acre. Terms £100 cash, balance progressive payments of £50 annually interest at 6 per cent, term 6 years. Interest will be treated as rent and payable in advance. Remember, £4000 investment will milk 35 cows. Reckon it out for yourself, and 'phone 82 for inspection, or after 6 p.m. 'phone 127.	[356, 164, 643, 441]
ad-text: Our Correspondence Lessons are Special Text Books in themselves. They are written for N.Z. conditions by experts who have been successful in examination and themselves, and have coached successfully hundreds of students. May we send you particulars of our Course of Preparation for the LAW PROFESSIONAL, ACCOUNTANCY, THE UNIVERSITY BOOK-KEEPERS', MATRICULATION, TEACHERS' or PUBLIC SERVICE EXAMINATIONS? Say which.	[1185, 1394, 1438, 1532]
agent-details: AND ROBERT WOOD. THE LAND SALESMEN, STRATFORD.	[675, 447, 890, 470]
page-columns	[44, 76, 1826, 1988]
divider	[660, 1560, 905, 1561]
agent-name: GEO. BIRD,	[466, 1509, 532, 1522]
ad-motto: OUR MOTTO—QUALITY.	[1569, 1948, 1704, 1960]
ad-heading: £1000 DOWN AS GOING CONCERN.	[388, 522, 610, 535]
price-row	[660, 1670, 905, 1685]
